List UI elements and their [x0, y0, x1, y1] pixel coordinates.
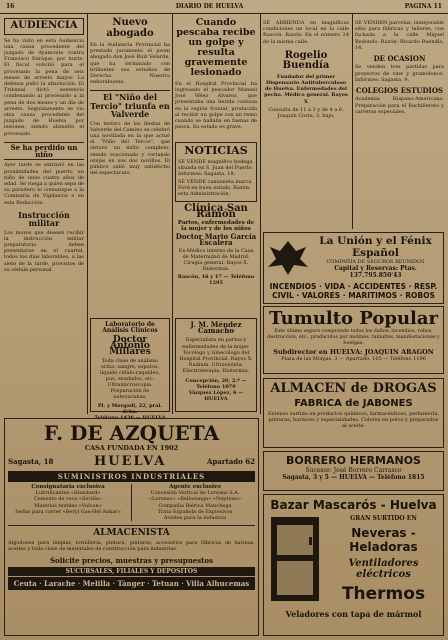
- ocasion-title: DE OCASION: [373, 54, 426, 64]
- bazar-tag: GRAN SURTIDO EN: [350, 515, 417, 522]
- azqueta-bottom: Solicite precios, muestras y presupuestos: [49, 556, 214, 566]
- buendia-title: Rogelio Buendía: [282, 49, 330, 72]
- azqueta-right-item: «Lorenzo» «Bellavenga» «Neptuno»: [148, 496, 242, 503]
- lost-child-title: Se ha perdido un niño: [4, 142, 84, 161]
- military-title: Instrucción militar: [18, 209, 70, 229]
- clinica-doctor: Doctor Mario García Escalera: [175, 232, 257, 247]
- fisherman-text: En el Hospital Provincial ha ingresado el pescador Manuel José Vélez Álvarez, que presentaba una herida contusa en la región frontal, producida al recibir un golpe con un remo cuando se hallaba en faenas de pesca. Su estado es grave.: [175, 80, 257, 131]
- azqueta-right-item: Concesión Vertical de Loreans S.A.: [150, 490, 240, 497]
- azqueta-right-item: Aceites para la industria: [163, 515, 227, 522]
- tumulto-title: Tumulto Popular: [268, 308, 439, 329]
- noticias-item: SE VENDE camioneta marca Ford en buen estado. Razón: esta Administración.: [178, 178, 252, 197]
- noticias-box: [175, 142, 257, 202]
- bazar-ad: [263, 494, 444, 636]
- audiencia-title: AUDIENCIA: [4, 18, 84, 35]
- refrigerator-icon: [267, 515, 323, 605]
- almacen-text: Extenso surtido en productos químicos, farmacéuticos, perfumería, pinturas, barnices y especialidades. Colores en polvo y preparados al aceite.: [267, 411, 440, 429]
- azqueta-right-title: Agente exclusivo: [169, 484, 221, 490]
- azqueta-right-item: Compañía Ibérica Manchega: [158, 502, 232, 509]
- column-2: [90, 18, 170, 233]
- azqueta-name: F. DE AZQUETA: [43, 421, 220, 445]
- vende-text: SE VENDEN parcelas, inmejorable sitio para fábricas y talleres, con fachada a la calle Miguel Redondo. Razón: Ricardo Buendía, 14.: [355, 20, 444, 51]
- azqueta-almacenista: ALMACENISTA: [8, 525, 255, 538]
- azqueta-city: HUELVA: [94, 454, 167, 469]
- azqueta-branch-list: Ceuta · Larache · Melilla · Tánger · Tetuan · Villa Alhucemas: [8, 577, 255, 590]
- borrero-address: Sagasta, 3 y 5 — HUELVA — Teléfono 1815: [282, 474, 425, 481]
- column-3: [175, 18, 257, 138]
- azqueta-left-item: Sedas para correr «Beryl Gas-Hel Ankar»: [15, 508, 121, 515]
- azqueta-left-title: Consignataria exclusiva: [31, 484, 105, 490]
- newspaper-name: DIARIO DE HUELVA: [175, 3, 244, 10]
- noticias-title: NOTICIAS: [184, 144, 248, 157]
- colegios-title: COLEGIOS ESTUDIOS: [356, 85, 443, 95]
- union-lines: INCENDIOS · VIDA · ACCIDENTES · RESP. CIVIL · VALORES · MARITIMOS · ROBOS: [269, 282, 438, 300]
- column-4: [263, 18, 349, 228]
- bazar-line-3: Thermos: [341, 584, 426, 604]
- column-rule: [352, 14, 353, 229]
- almacen-ad: [263, 378, 444, 448]
- lab-doctor: Doctor Antonio Millares: [109, 335, 151, 357]
- mendez-address: Concepción, 20, 2.º — Teléfono 1079: [185, 377, 247, 390]
- azqueta-apt: Apartado 62: [206, 457, 255, 466]
- azqueta-left-item: Lubrificantes «Standard»: [35, 490, 101, 497]
- page-header: [0, 0, 448, 14]
- almacen-title: ALMACEN de DROGAS: [270, 381, 437, 396]
- lab-address: Pl. y Morgadi, 22, pral. dcha.: [97, 403, 163, 415]
- column-1: [4, 18, 84, 418]
- azqueta-left-item: Materias textiles «Vulcan»: [34, 502, 102, 509]
- mendez-name: J. M. Méndez Camacho: [190, 320, 242, 336]
- buendia-role: Fundador del primer Dispensario Antituberculoso de Huelva. Enfermedades del pecho. Médico general. Rayos X: [264, 73, 348, 105]
- azqueta-right-item: Trata Española de Explosivos: [157, 508, 233, 515]
- column-rule: [172, 14, 173, 414]
- union-title: La Unión y el Fénix Español: [319, 235, 432, 259]
- column-rule: [87, 14, 88, 414]
- clinica-sub: Partos, enfermedades de la mujer y de los niños: [177, 220, 255, 232]
- ocasion-text: Se venden tres partidas para proyectos de cine y gramófonos. Informes: Sagasta, 9.: [355, 64, 444, 83]
- azqueta-ad: [4, 418, 259, 636]
- audiencia-text: Se ha visto en esta Audiencia una causa procedente del juzgado de Ayamonte contra Francisco Enrique, por hurto. El fiscal solicitó para el procesado la pena de seis meses de arresto mayor. La defensa pidió la absolución. El Tribunal dictó sentencia condenando al procesado a la pena de dos meses y un día de arresto. Seguidamente se vio otra causa procedente del juzgado de Huelva por lesiones, siendo absuelto el procesado.: [4, 37, 84, 137]
- fisherman-title: Cuando pescaba recibe un golpe y resulta gravemente lesionado: [176, 17, 256, 78]
- nino-tercio-title: El "Niño del Tercio" triunfa en Valverde: [90, 92, 170, 120]
- azqueta-right: [132, 484, 255, 521]
- clinica-address: Rascón, 16 y 17 — Teléfono 1295: [177, 274, 255, 286]
- lawyer-text: En la Audiencia Provincial ha prestado juramento el joven abogado don José Ruiz Velarde, que ha terminado con brillantez sus estudios de Derecho. Nuestra enhorabuena.: [90, 42, 170, 86]
- page-label: PAGINA 11: [404, 3, 442, 10]
- mendez-city: Vázquez López, 6 — HUELVA: [188, 390, 244, 403]
- noticias-item: SE VENDE magnífico bodega situada en S. Juan del Puerto. Informes: Sagasta, 18.: [178, 158, 254, 177]
- arrienda-text: SE ARRIENDA en magníficas condiciones un local en la calle Rascón. Razón: En el número 24 de la misma calle.: [263, 20, 349, 45]
- clinica-name: Clínica San Ramón: [184, 203, 248, 220]
- lab-text: Toda clase de análisis: orina, sangre, esputos, líquido céfalo-raquídeo, pus, exudados, etc. Ultramicroscopía. Preparación de autovacunas.: [99, 358, 161, 400]
- borrero-sub: Sucesor: José Borrero Carrasco: [305, 467, 402, 474]
- azqueta-street: Sagasta, 18: [8, 457, 54, 466]
- borrero-ad: [263, 451, 444, 491]
- column-5: [355, 18, 444, 228]
- lawyer-title: Nuevo abogado: [106, 17, 154, 39]
- colegios-text: Academia Hispano-Americana. Preparación para el Bachillerato y carreras especiales.: [355, 96, 444, 115]
- tumulto-address: Plaza de las Monjas, 3 — Apartado, 105 — Teléfono 1196: [281, 356, 426, 363]
- azqueta-founded: CASA FUNDADA EN 1902: [84, 444, 179, 452]
- clinica-ad: [175, 203, 257, 311]
- tumulto-text: Este último seguro comprende todos los daños: incendios, robos, destrucción, etc., producidos por motines, tumultos, manifestaciones y huelgas.: [267, 329, 440, 346]
- bazar-name: Bazar Mascarós - Huelva: [270, 498, 437, 512]
- tumulto-ad: [263, 306, 444, 374]
- phoenix-logo-icon: [266, 237, 310, 277]
- page-number: 16: [6, 3, 15, 10]
- union-capital: Capital y Reservas: Ptas. 137.795.850'43: [334, 265, 417, 279]
- clinica-detail: Ex-Médico interno de la Casa de Maternidad de Madrid. Cirugía general. Rayos X. Diatermia.: [178, 248, 254, 272]
- bazar-line-2: Ventiladores eléctricos: [348, 558, 419, 580]
- bazar-foot: Veladores con tapa de mármol: [285, 609, 422, 619]
- almacen-sub: FABRICA de JABONES: [294, 398, 413, 409]
- lost-child-text: Ayer tarde se extravió en las proximidades del puerto un niño de unos cuatro años de edad. Se ruega a quien sepa de su paradero lo comunique a la Comisaría de Vigilancia o en esta Redacción.: [4, 162, 84, 206]
- buendia-hours: Consulta de 11 a 1 y de 4 a 6. Joaquín Costa, 3, bajo.: [268, 106, 344, 120]
- nino-tercio-text: Con motivo de las fiestas de Valverde del Camino se celebró una novillada en la que actuó el "Niño del Tercio", que obtuvo un éxito completo, siendo ovacionado y cortando orejas en sus dos novillos. El público salió muy satisfecho del espectáculo.: [90, 120, 171, 177]
- lab-title: Laboratorio de Análisis Clínicos: [102, 321, 158, 334]
- azqueta-left-item: Cemento de roca «Sevilla»: [34, 496, 102, 503]
- mendez-ad: [175, 318, 257, 412]
- azqueta-alm-text: Algodones para limpiar, tornillería, pintura, pinturas, accesorios para fábricas de harinas, aceites y toda clase de materiales de construcción para industrias.: [8, 540, 255, 553]
- column-rule: [260, 14, 261, 414]
- lab-ad: [90, 318, 170, 421]
- mendez-text: Especialista en partos y enfermedades de la mujer. Tocólogo y Ginecólogo del Hospital Provincial. Rayos X. Radium. Ultravioleta. Electroterapia. Diatermia.: [179, 337, 253, 375]
- azqueta-left: [8, 484, 132, 521]
- azqueta-suministros: SUMINISTROS INDUSTRIALES: [8, 471, 255, 482]
- military-text: Los mozos que deseen recibir la instrucción militar preparatoria deben presentarse en el cuartel, todos los días laborables, a las siete de la tarde, provistos de su cédula personal.: [4, 229, 84, 273]
- union-fenix-ad: [263, 232, 444, 304]
- borrero-name: BORRERO HERMANOS: [286, 454, 421, 467]
- tumulto-agency: Subdirector en HUELVA: JOAQUIN ARAGON: [273, 348, 434, 357]
- union-sub: COMPAÑÍA DE SEGUROS REUNIDOS: [326, 259, 425, 265]
- lab-phone: Teléfono 1436 — HUELVA: [94, 415, 166, 421]
- azqueta-branches: SUCURSALES, FILIALES Y DEPOSITOS: [8, 567, 255, 576]
- bazar-line-1: Neveras - Heladoras: [349, 526, 418, 554]
